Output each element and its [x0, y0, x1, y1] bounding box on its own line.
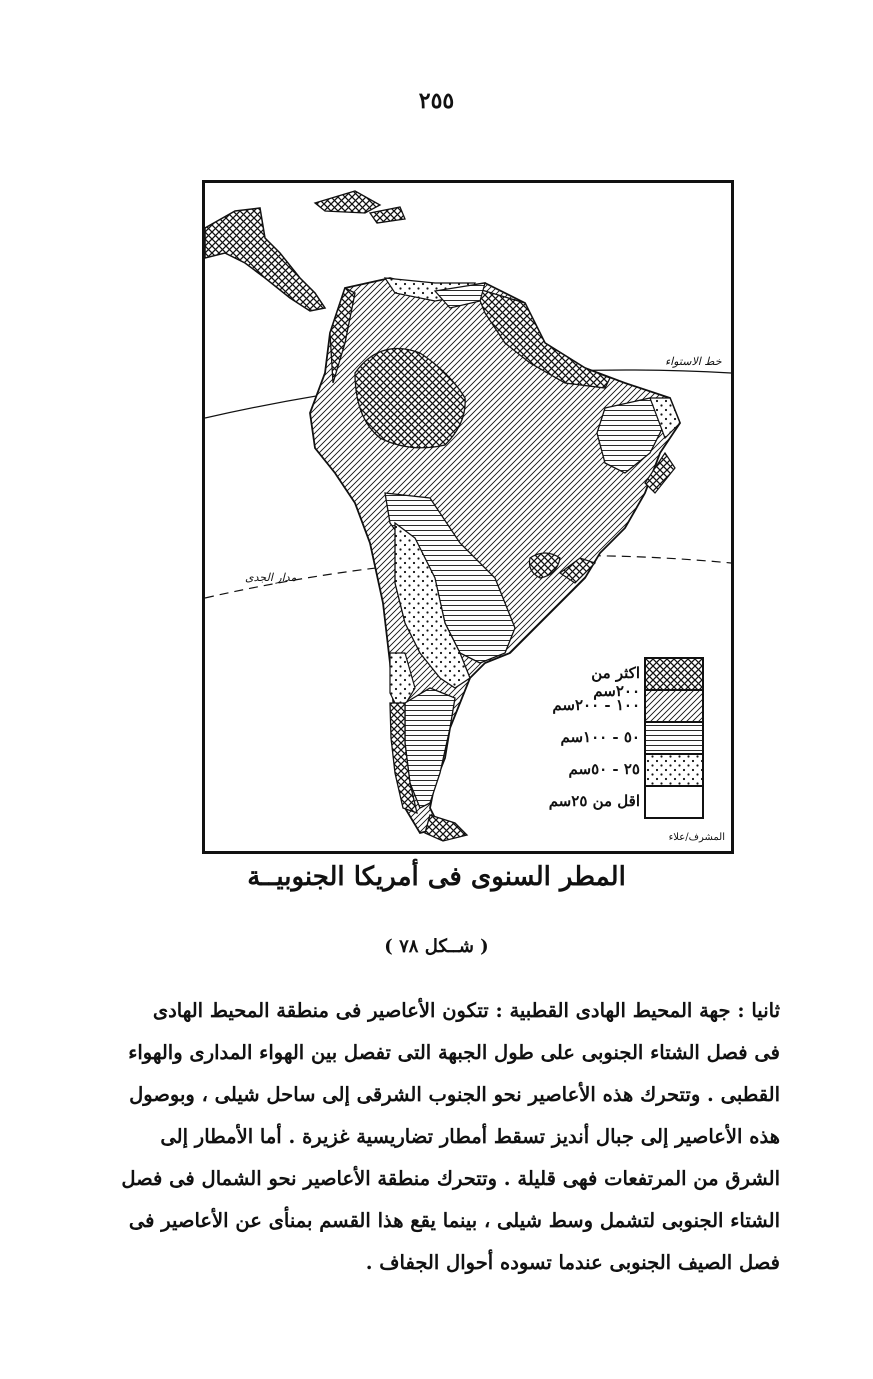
- legend-label-over-200: اكثر من ٢٠٠سم: [591, 664, 640, 700]
- tierra-del-fuego: [425, 815, 467, 841]
- legend-label-under-25: اقل من ٢٥سم: [548, 792, 640, 810]
- body-line: فصل الصيف الجنوبى عندما تسوده أحوال الجفاف .: [365, 1251, 780, 1274]
- body-line: فى فصل الشتاء الجنوبى على طول الجبهة التى تفصل بين الهواء المدارى والهواء: [128, 1041, 780, 1064]
- south-america-map-graphic: [205, 183, 731, 851]
- legend-swatch-50-100: [645, 722, 703, 754]
- rainfall-map: [202, 180, 734, 854]
- legend-swatch-25-50: [645, 754, 703, 786]
- page-number: ٢٥٥: [418, 88, 455, 114]
- legend-label-25-50: ٢٥ - ٥٠سم: [568, 760, 640, 778]
- equator-label: خط الاستواء: [665, 355, 722, 368]
- body-line: ثانيا : جهة المحيط الهادى القطبية : تتكون الأعاصير فى منطقة المحيط الهادى: [152, 999, 780, 1022]
- body-line: هذه الأعاصير إلى جبال أنديز تسقط أمطار تضاريسية غزيرة . أما الأمطار إلى: [160, 1125, 780, 1148]
- legend-label-50-100: ٥٠ - ١٠٠سم: [560, 728, 640, 746]
- legend-swatch-under-25: [645, 786, 703, 818]
- body-line: القطبى . وتتحرك هذه الأعاصير نحو الجنوب الشرقى إلى ساحل شيلى ، وبوصول: [129, 1083, 780, 1106]
- body-line: الشتاء الجنوبى لتشمل وسط شيلى ، بينما يقع هذا القسم بمنأى عن الأعاصير فى: [128, 1209, 780, 1232]
- map-title: المطر السنوى فى أمريكا الجنوبيــة: [247, 862, 626, 892]
- legend-swatch-100-200: [645, 690, 703, 722]
- artist-credit: المشرف/علاء: [668, 832, 725, 843]
- central-america-region: [205, 208, 325, 311]
- body-line: الشرق من المرتفعات فهى قليلة . وتتحرك منطقة الأعاصير نحو الشمال فى فصل: [121, 1167, 780, 1190]
- tropic-label: مدار الجدى: [245, 571, 297, 584]
- legend-label-100-200: ١٠٠ - ٢٠٠سم: [552, 696, 640, 714]
- body-paragraph: [118, 990, 780, 1284]
- island-cuba: [315, 191, 380, 213]
- legend-swatch-over-200: [645, 658, 703, 690]
- island-hispaniola: [370, 207, 405, 223]
- figure-label: ( شــكل ٧٨ ): [384, 936, 489, 957]
